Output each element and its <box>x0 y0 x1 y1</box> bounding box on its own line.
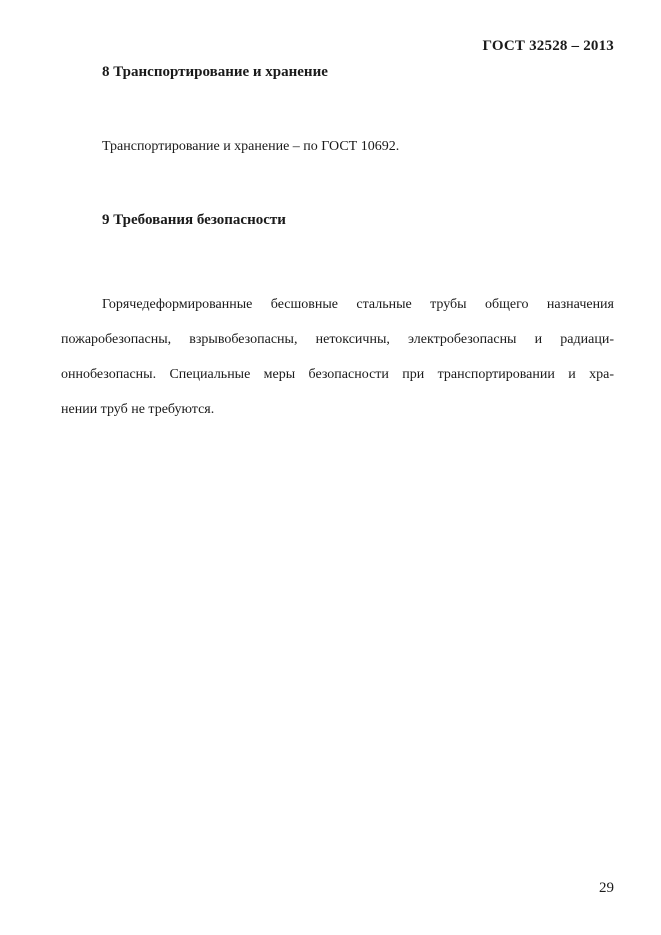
section-9-paragraph <box>61 287 614 427</box>
document-code: ГОСТ 32528 – 2013 <box>482 38 614 54</box>
section-8-heading: 8 Транспортирование и хранение <box>102 64 328 80</box>
paragraph-line: Горячедеформированные бесшовные стальные трубы общего назначения <box>102 297 614 312</box>
paragraph-line: оннобезопасны. Специальные меры безопасности при транспортировании и хра- <box>61 367 614 382</box>
section-8-paragraph: Транспортирование и хранение – по ГОСТ 10692. <box>102 139 400 154</box>
paragraph-line: нении труб не требуются. <box>61 402 215 417</box>
paragraph-line: пожаробезопасны, взрывобезопасны, нетоксичны, электробезопасны и радиаци- <box>61 332 614 347</box>
section-9-heading: 9 Требования безопасности <box>102 212 286 228</box>
page-number: 29 <box>599 880 614 896</box>
